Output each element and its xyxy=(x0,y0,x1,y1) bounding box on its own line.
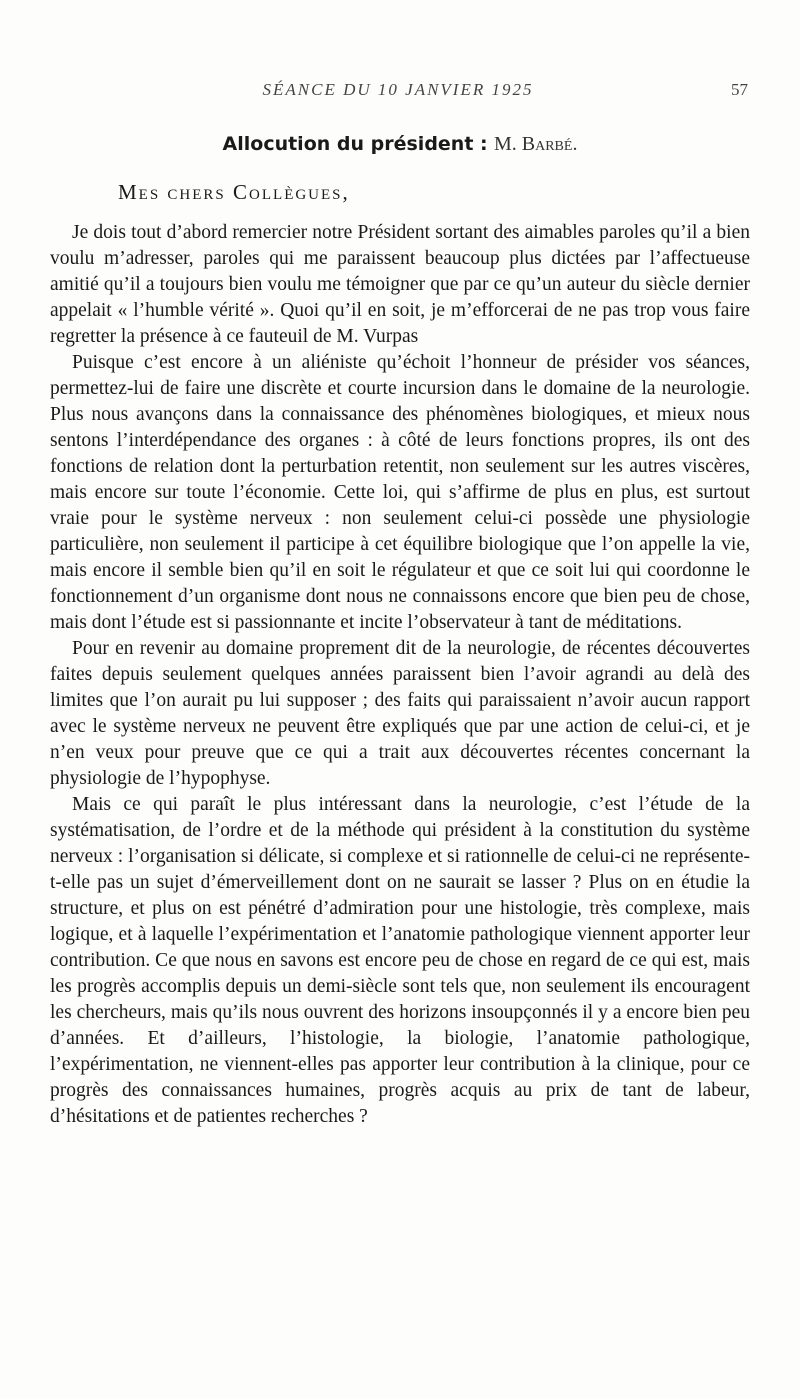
heading-name: M. Barbé. xyxy=(493,133,578,155)
section-heading xyxy=(0,130,800,157)
paragraph: Puisque c’est encore à un aliéniste qu’échoit l’honneur de présider vos séances, permettez-lui de faire une discrète et courte incursion dans le domaine de la neurologie. Plus nous avançons dans la connaissance des phénomènes biologiques, et mieux nous sentons l’interdépendance des organes : à côté de leurs fonctions propres, ils ont des fonctions de relation dont la perturbation retentit, non seulement sur les autres viscères, mais encore sur toute l’économie. Cette loi, qui s’affirme de plus en plus, est surtout vraie pour le système nerveux : non seulement celui-ci possède une physiologie particulière, non seulement il participe à cet équilibre biologique que l’on appelle la vie, mais encore il semble bien qu’il en soit le régulateur et que ce soit lui qui coordonne le fonctionnement d’un organisme dont nous ne connaissons encore que bien peu de chose, mais dont l’étude est si passionnante et incite l’observateur à tant de méditations. xyxy=(50,352,750,633)
salutation: Mes chers Collègues, xyxy=(118,180,350,204)
body-text xyxy=(50,220,750,1130)
paragraph: Mais ce qui paraît le plus intéressant dans la neurologie, c’est l’étude de la systématisation, de l’ordre et de la méthode qui président à la constitution du système nerveux : l’organisation si délicate, si complexe et si rationnelle de celui-ci ne représente-t-elle pas un sujet d’émerveillement dont on ne saurait se lasser ? Plus on en étudie la structure, et plus on est pénétré d’admiration pour une histologie, très complexe, mais logique, et à laquelle l’expérimentation et l’anatomie pathologique viennent apporter leur contribution. Ce que nous en savons est encore peu de chose en regard de ce qui est, mais les progrès accomplis depuis un demi-siècle sont tels que, non seulement ils encouragent les chercheurs, mais qu’ils nous ouvrent des horizons insoupçonnés il y a encore bien peu d’années. Et d’ailleurs, l’histologie, la biologie, l’anatomie pathologique, l’expérimentation, ne viennent-elles pas apporter leur contribution à la clinique, pour ce progrès des connaissances humaines, progrès acquis au prix de tant de labeur, d’hésitations et de patientes recherches ? xyxy=(50,794,750,1127)
running-title: SÉANCE DU 10 JANVIER 1925 xyxy=(262,80,534,99)
paragraph: Pour en revenir au domaine proprement dit de la neurologie, de récentes découvertes faites depuis seulement quelques années paraissent bien l’avoir agrandi au delà des limites que l’on aurait pu lui supposer ; des faits qui paraissaient n’avoir aucun rapport avec le système nerveux ne peuvent être expliqués que par une action de celui-ci, et je n’en veux pour preuve que ce qui a trait aux découvertes récentes concernant la physiologie de l’hypophyse. xyxy=(50,638,750,789)
running-head xyxy=(48,80,748,104)
page-number: 57 xyxy=(731,80,748,99)
paragraph: Je dois tout d’abord remercier notre Président sortant des aimables paroles qu’il a bien voulu m’adresser, paroles qui me paraissent beaucoup plus dictées par l’affectueuse amitié qu’il a toujours bien voulu me témoigner que par ce qu’un auteur du siècle dernier appelait « l’humble vérité ». Quoi qu’il en soit, je m’efforcerai de ne pas trop vous faire regretter la présence à ce fauteuil de M. Vurpas xyxy=(50,222,750,347)
heading-label: Allocution du président : xyxy=(222,133,488,155)
